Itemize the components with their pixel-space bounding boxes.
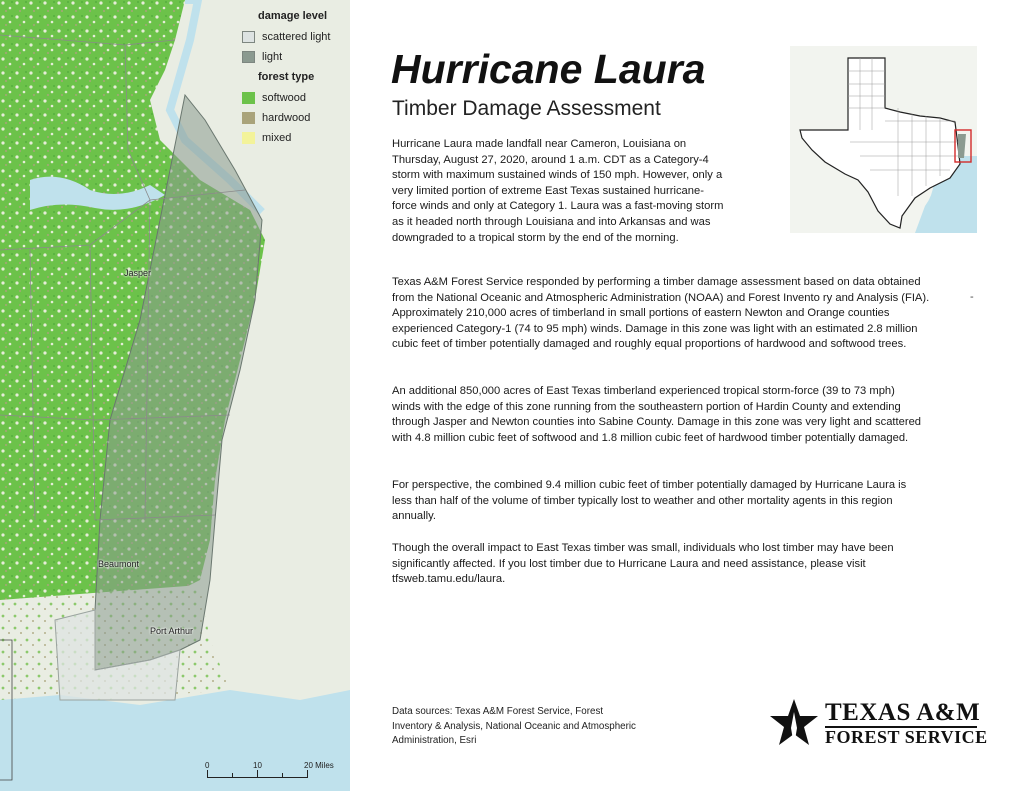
legend-item-light xyxy=(242,47,346,67)
damage-map xyxy=(0,0,350,791)
legend-swatch xyxy=(242,31,255,43)
legend-swatch xyxy=(242,92,255,104)
city-label-beaumont: Beaumont xyxy=(98,559,140,569)
paragraph-tropical-storm: An additional 850,000 acres of East Texas timberland experienced tropical storm-force (39 to 73 mph) winds with the edge of this zone running from the southeastern portion of Hardin County and extending through Jasper and Newton counties into Sabine County. Damage in this zone was very light and scattered with 4.8 million cubic feet of softwood and 1.8 million cubic feet of hardwood timber potentially damaged. xyxy=(392,385,922,444)
legend-item-mixed xyxy=(242,128,346,148)
legend-item-softwood xyxy=(242,88,346,108)
scale-label-10: 10 xyxy=(253,761,262,770)
scale-tick xyxy=(257,770,258,778)
logo-line-1: TEXAS A&M xyxy=(825,699,981,726)
texas-outline xyxy=(790,46,977,233)
map-legend xyxy=(242,10,346,148)
scale-tick xyxy=(307,770,308,778)
scale-tick xyxy=(207,770,208,778)
page-title: Hurricane Laura xyxy=(391,46,706,92)
city-label-jasper: Jasper xyxy=(124,268,152,278)
paragraph-landfall: Hurricane Laura made landfall near Cameron, Louisiana on Thursday, August 27, 2020, around 1 a.m. CDT as a Category-4 storm with maximum sustained winds of 150 mph. However, only a very limited portion of extreme East Texas sustained hurricane-force winds and only at Category 1. Laura was a fast-moving storm as it headed north through Louisiana and into Arkansas and was downgraded to a tropical storm by the end of the morning. xyxy=(392,138,724,244)
scale-label-0: 0 xyxy=(205,761,210,770)
legend-label: mixed xyxy=(262,132,292,144)
star-icon xyxy=(768,698,820,748)
legend-swatch xyxy=(242,51,255,63)
legend-forest-heading: forest type xyxy=(258,71,315,83)
stray-mark: - xyxy=(970,291,974,303)
legend-item-scattered-light xyxy=(242,27,346,47)
paragraph-assistance: Though the overall impact to East Texas timber was small, individuals who lost timber may have been significantly affected. If you lost timber due to Hurricane Laura and need assistance, please visit tfsweb.tamu.edu/laura. xyxy=(392,542,894,586)
legend-label: scattered light xyxy=(262,31,331,43)
scale-bar xyxy=(200,757,348,787)
legend-swatch xyxy=(242,112,255,124)
city-label-port-arthur: Port Arthur xyxy=(150,626,194,636)
legend-label: softwood xyxy=(262,92,307,104)
scale-label-20: 20 Miles xyxy=(304,761,334,770)
scale-tick xyxy=(232,773,233,778)
legend-damage-heading: damage level xyxy=(258,10,328,22)
data-sources: Data sources: Texas A&M Forest Service, Forest Inventory & Analysis, National Oceanic and Atmospheric Administration, Esri xyxy=(392,706,636,746)
scale-tick xyxy=(282,773,283,778)
legend-label: light xyxy=(262,51,283,63)
paragraph-perspective: For perspective, the combined 9.4 million cubic feet of timber potentially damaged by Hurricane Laura is less than half of the volume of timber typically lost to weather and other mortality agents in this region annually. xyxy=(392,479,907,523)
texas-am-forest-service-logo xyxy=(768,698,988,748)
page-subtitle: Timber Damage Assessment xyxy=(392,97,661,120)
texas-inset-map xyxy=(790,46,977,233)
legend-item-hardwood xyxy=(242,108,346,128)
legend-label: hardwood xyxy=(262,112,311,124)
legend-swatch xyxy=(242,132,255,144)
logo-line-2: FOREST SERVICE xyxy=(825,727,988,747)
paragraph-assessment: Texas A&M Forest Service responded by performing a timber damage assessment based on data obtained from the National Oceanic and Atmospheric Administration (NOAA) and Forest Invento ry and Analysis (FIA). Approximately 210,000 acres of timberland in small portions of eastern Newton and Orange counties experienced Category-1 (74 to 95 mph) winds. Damage in this zone was light with an estimated 2.8 million cubic feet of timber potentially damaged and roughly equal proportions of hardwood and softwood trees. xyxy=(392,276,930,351)
